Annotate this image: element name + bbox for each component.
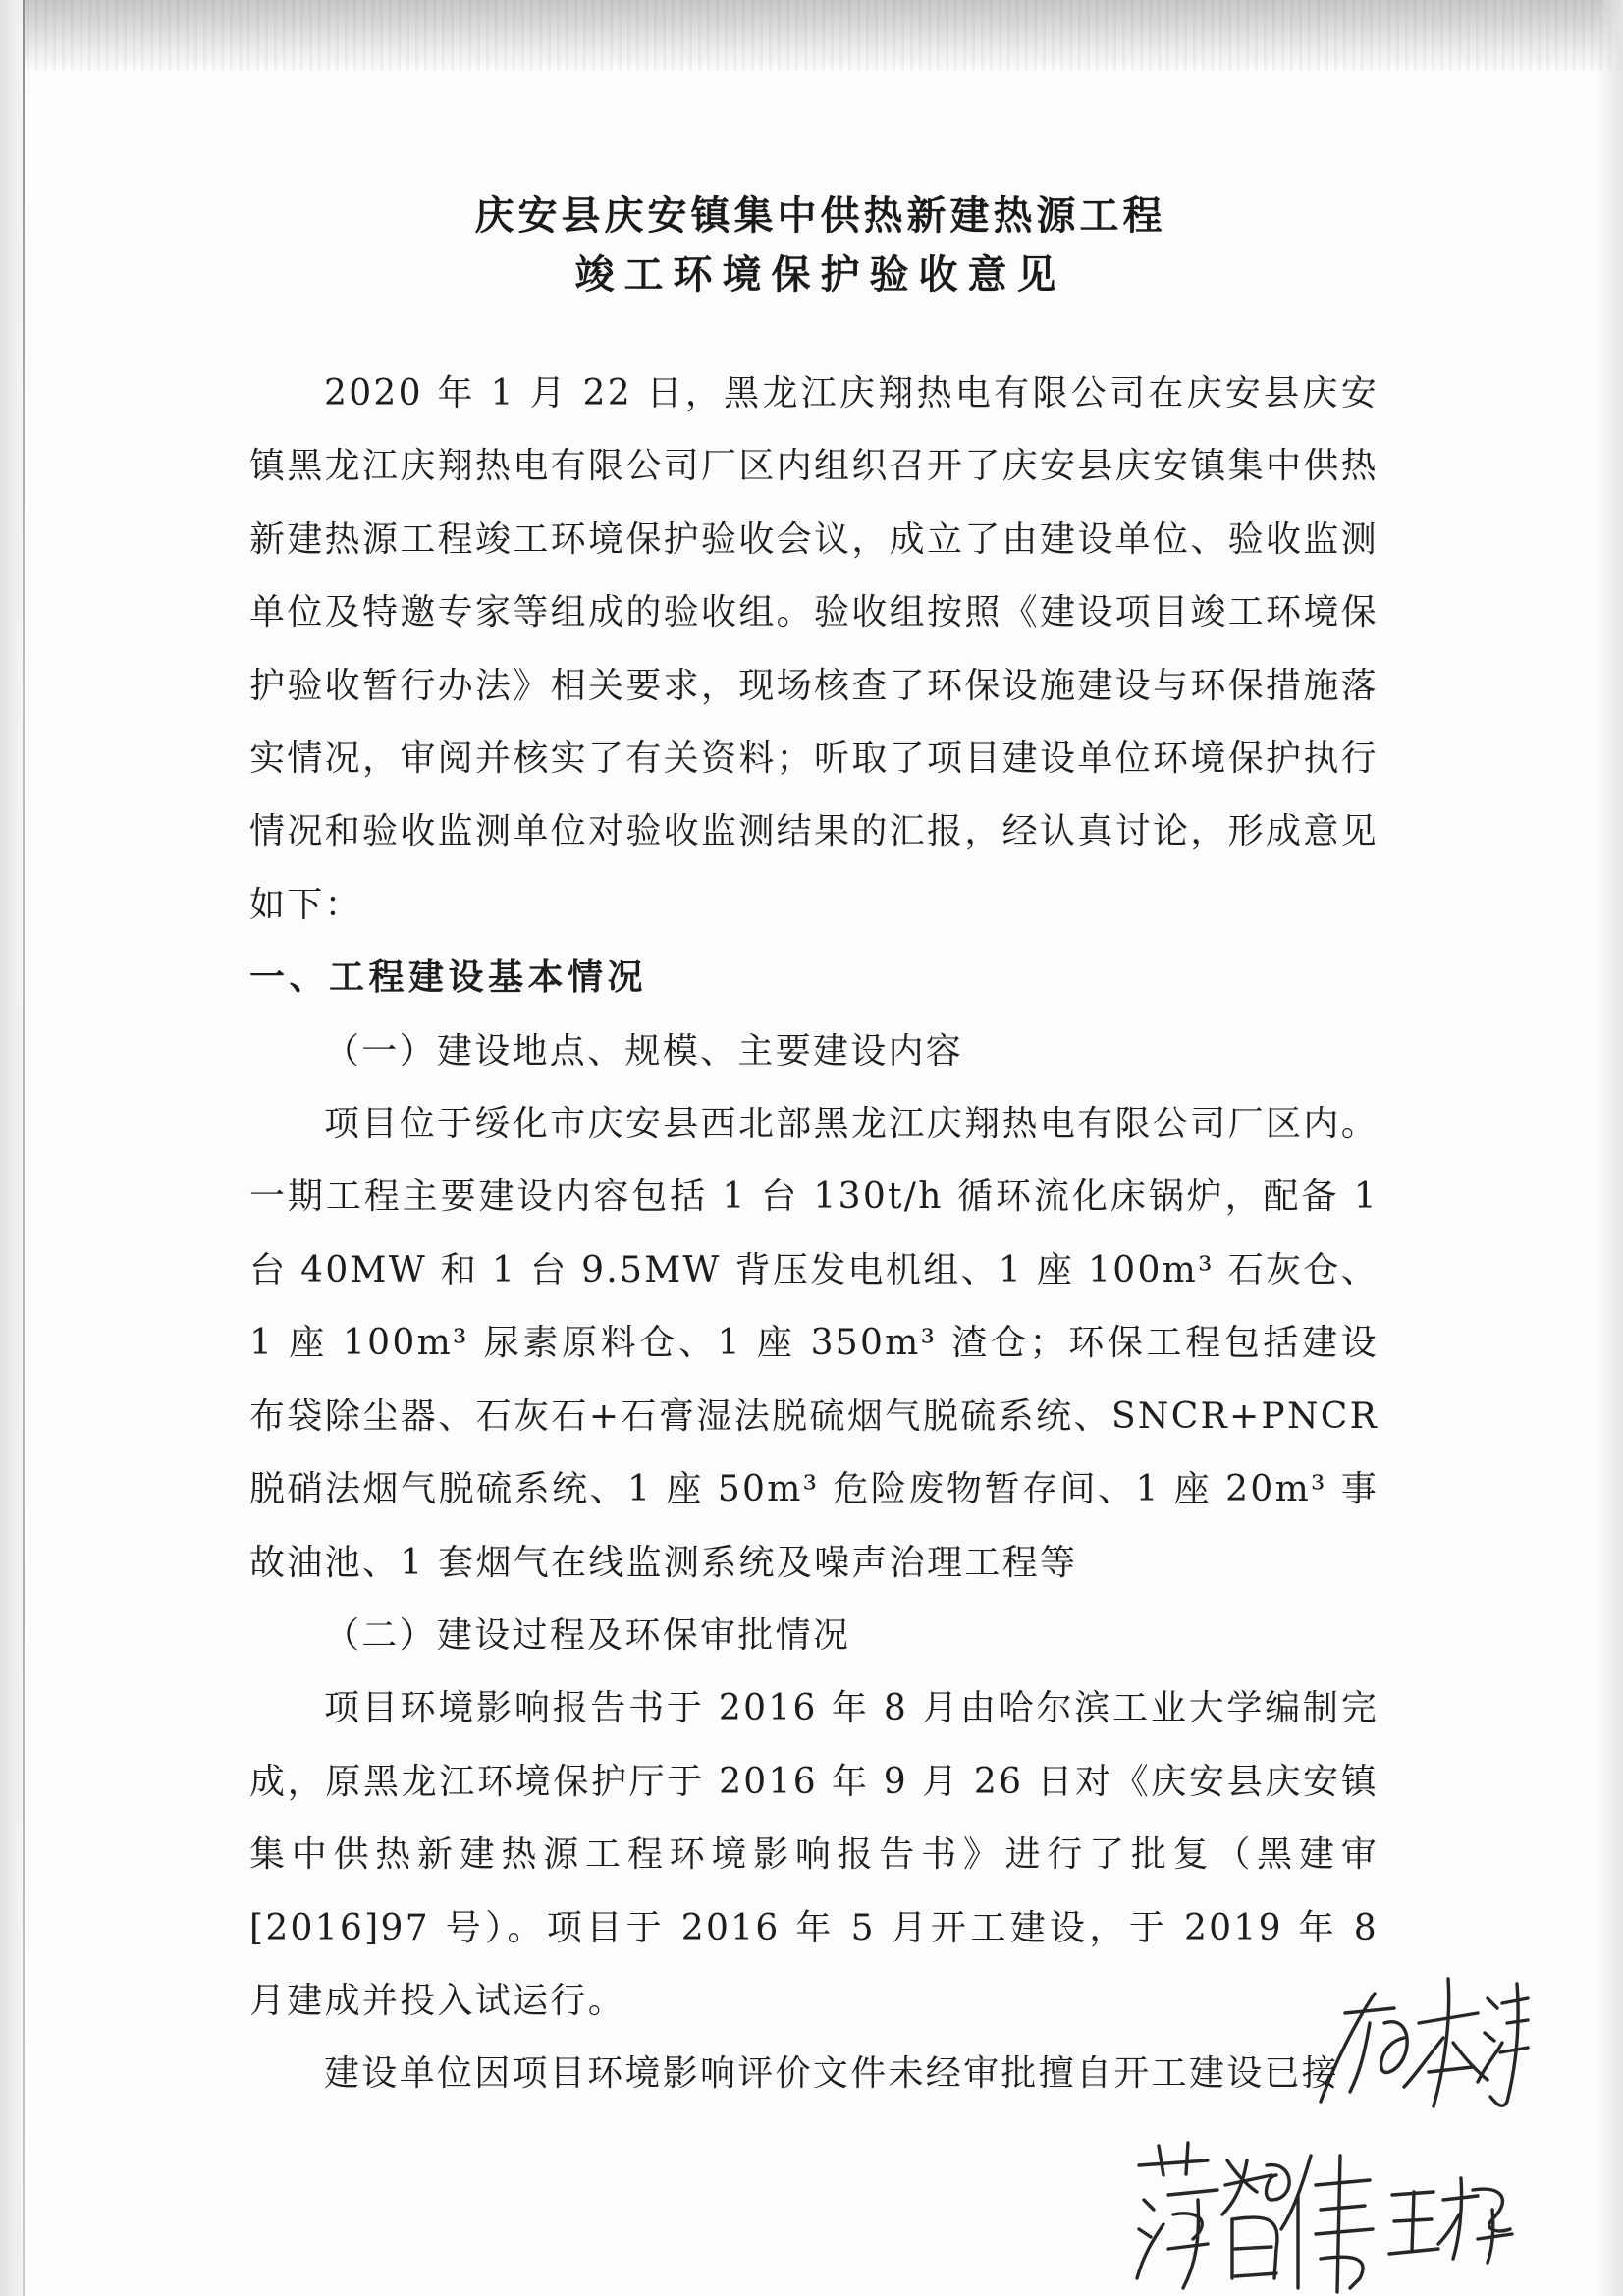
- signature-stroke: [1429, 2067, 1473, 2072]
- scan-left-edge-line: [23, 0, 25, 2296]
- intro-paragraph: 2020 年 1 月 22 日，黑龙江庆翔热电有限公司在庆安县庆安镇黑龙江庆翔热电有限公司厂区内组织召开了庆安县庆安镇集中供热新建热源工程竣工环境保护验收会议，成立了由建设单位、验收监测单位及特邀专家等组成的验收组。验收组按照《建设项目竣工环境保护验收暂行办法》相关要求，现场核查了环保设施建设与环保措施落实情况，审阅并核实了有关资料；听取了项目建设单位环境保护执行情况和验收监测单位对验收监测结果的汇报，经认真讨论，形成意见如下：: [249, 373, 1379, 925]
- signature-stroke: [1321, 2257, 1363, 2288]
- signature-stroke: [1394, 2219, 1432, 2221]
- signature-stroke: [1490, 1984, 1518, 2105]
- title-line-2: 竣工环境保护验收意见: [574, 252, 1066, 298]
- signature-stroke: [1392, 2192, 1434, 2195]
- signature-stroke: [1502, 1998, 1528, 2003]
- signature-stroke: [1316, 2229, 1373, 2234]
- signature-stroke: [1500, 2048, 1528, 2052]
- document-body: [249, 357, 1379, 2111]
- signature-stroke: [1139, 2160, 1208, 2165]
- scan-left-shade: [0, 0, 23, 2296]
- signature-stroke: [1453, 2178, 1462, 2259]
- signature-stroke: [1453, 2043, 1488, 2080]
- signature-stroke: [1183, 2200, 1198, 2288]
- signature-stroke: [1222, 2160, 1247, 2214]
- signature-stroke: [1438, 2214, 1459, 2244]
- signature-stroke: [1232, 2217, 1277, 2278]
- signature-stroke: [1159, 2146, 1163, 2175]
- signature-stroke: [1186, 2143, 1188, 2174]
- signature-stroke: [1473, 2189, 1510, 2231]
- signature-stroke: [1389, 2249, 1438, 2254]
- subsection-heading-1: （一）建设地点、规模、主要建设内容: [324, 1030, 964, 1071]
- signature-stroke: [1235, 2273, 1276, 2276]
- signature-3: [1389, 2178, 1512, 2263]
- signature-stroke: [1419, 2013, 1478, 2023]
- signature-stroke: [1478, 2043, 1502, 2082]
- signature-stroke: [1225, 2175, 1271, 2185]
- scan-right-shade: [1596, 0, 1623, 2296]
- signature-stroke: [1173, 2214, 1202, 2239]
- document-title: [0, 187, 1623, 304]
- signature-stroke: [1337, 2156, 1340, 2292]
- subsection-heading-2: （二）建设过程及环保审批情况: [324, 1614, 851, 1656]
- signature-stroke: [1227, 2160, 1257, 2192]
- continuation-paragraph: 建设单位因项目环境影响评价文件未经审批擅自开工建设已接: [324, 2053, 1340, 2095]
- signature-2: [1137, 2143, 1373, 2292]
- signature-stroke: [1404, 2038, 1443, 2087]
- approval-paragraph: 项目环境影响报告书于 2016 年 8 月由哈尔滨工业大学编制完成，原黑龙江环境保护厅于 2016 年 9 月 26 日对《庆安县庆安镇集中供热新建热源工程环境影响报告书》进行了批复（黑建审[2016]97 号）。项目于 2016 年 5 月开工建设，于 2019 年 8 月建成并投入试运行。: [249, 1688, 1379, 2021]
- title-line-1: 庆安县庆安镇集中供热新建热源工程: [474, 193, 1166, 239]
- signature-stroke: [1168, 2190, 1217, 2195]
- signature-stroke: [1316, 2180, 1370, 2185]
- signature-stroke: [1137, 2224, 1163, 2278]
- signature-stroke: [1267, 2165, 1290, 2200]
- signature-stroke: [1139, 2229, 1151, 2237]
- signature-stroke: [1478, 2234, 1512, 2239]
- section-heading-1: 一、工程建设基本情况: [249, 957, 648, 999]
- signature-stroke: [1507, 2020, 1528, 2023]
- signature-stroke: [1321, 2206, 1365, 2210]
- signature-stroke: [1488, 2210, 1493, 2263]
- signature-stroke: [1488, 1998, 1497, 2008]
- construction-content-paragraph: 项目位于绥化市庆安县西北部黑龙江庆翔热电有限公司厂区内。一期工程主要建设内容包括 1 台 130t/h 循环流化床锅炉，配备 1 台 40MW 和 1 台 9.5MW 背压发电机组、1 座 100m³ 石灰仓、1 座 100m³ 尿素原料仓、1 座 350m³ 渣仓；环保工程包括建设布袋除尘器、石灰石+石膏湿法脱硫烟气脱硫系统、SNCR+PNCR 脱硝法烟气脱硫系统、1 座 50m³ 危险废物暂存间、1 座 20m³ 事故油池、1 套烟气在线监测系统及噪声治理工程等: [249, 1104, 1379, 1583]
- signature-stroke: [1144, 2200, 1154, 2210]
- signature-stroke: [1281, 2156, 1311, 2229]
- signature-stroke: [1235, 2247, 1271, 2249]
- signature-stroke: [1412, 2192, 1414, 2251]
- signature-stroke: [1485, 2033, 1494, 2041]
- signature-stroke: [1434, 1979, 1449, 2106]
- signature-stroke: [1381, 2022, 1408, 2073]
- signature-stroke: [1168, 2244, 1208, 2249]
- signature-stroke: [1443, 2196, 1478, 2200]
- scan-top-shadow: [0, 0, 1623, 71]
